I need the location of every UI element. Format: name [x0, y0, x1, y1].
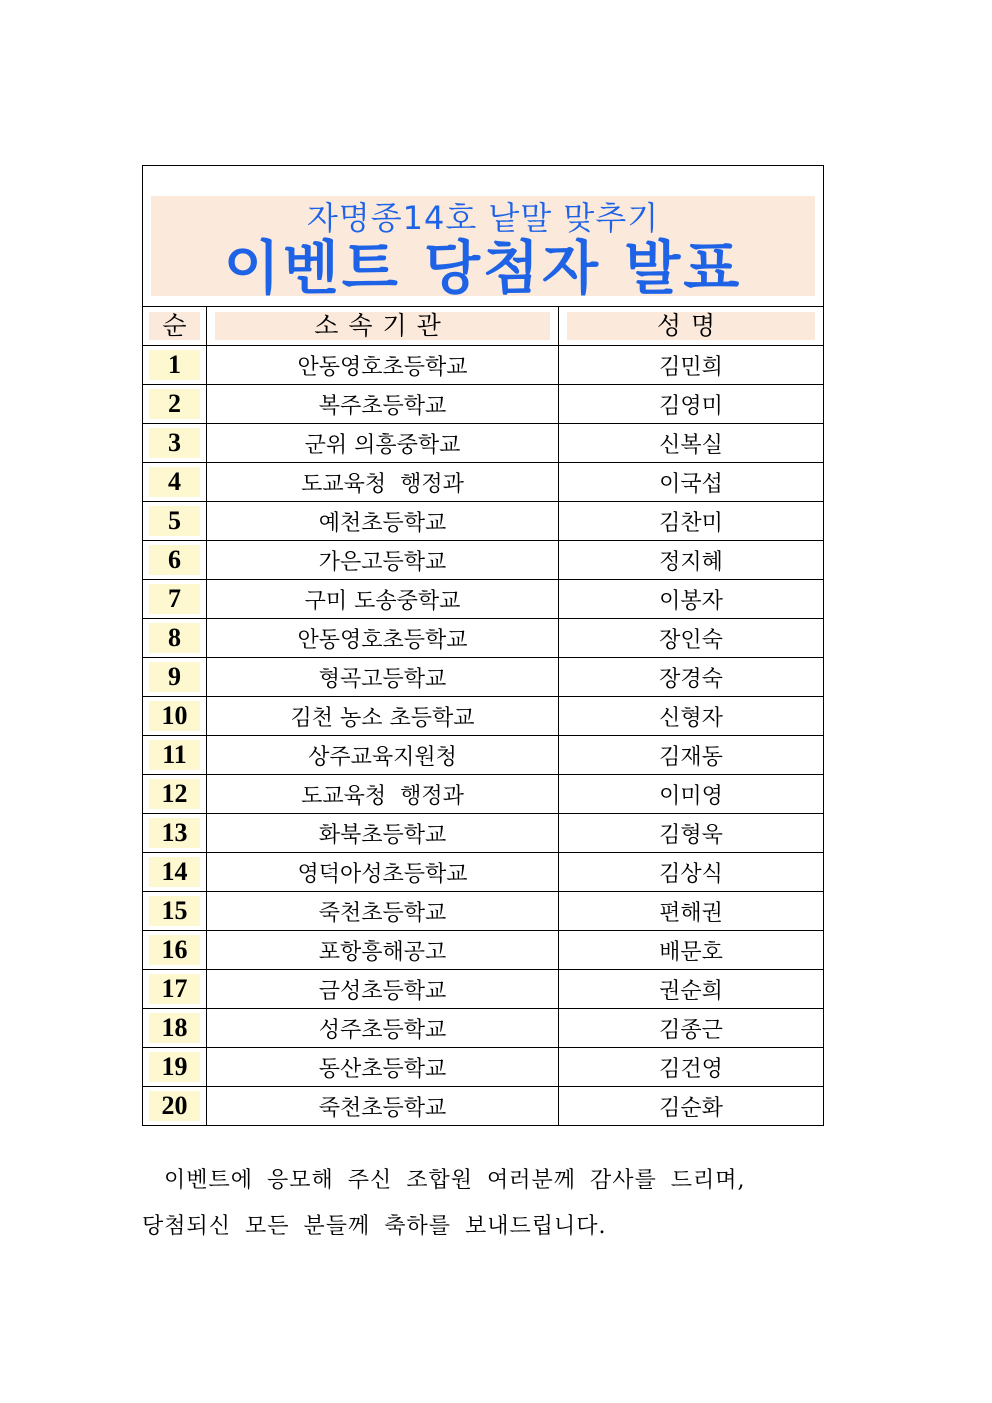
row-number: 1: [149, 350, 200, 380]
row-number: 5: [149, 506, 200, 536]
header-institution: 소속기관: [215, 312, 550, 340]
row-institution: 구미 도송중학교: [207, 580, 559, 619]
row-institution: 안동영호초등학교: [207, 346, 559, 385]
row-number: 17: [149, 974, 200, 1004]
row-number-cell: [143, 580, 207, 619]
title-subheading: 자명종14호 낱말 맞추기: [306, 199, 660, 237]
row-number: 15: [149, 896, 200, 926]
row-institution: 죽천초등학교: [207, 892, 559, 931]
table-row: [143, 463, 824, 502]
row-number: 9: [149, 662, 200, 692]
header-name: 성명: [567, 312, 815, 340]
row-number-cell: [143, 619, 207, 658]
header-seq: 순: [149, 312, 200, 340]
row-number-cell: [143, 892, 207, 931]
row-name: 권순희: [559, 970, 824, 1009]
table-row: [143, 1048, 824, 1087]
row-number: 8: [149, 623, 200, 653]
row-number-cell: [143, 541, 207, 580]
table-row: [143, 346, 824, 385]
table-row: [143, 424, 824, 463]
row-number: 10: [149, 701, 200, 731]
table-row: [143, 892, 824, 931]
row-number-cell: [143, 736, 207, 775]
row-number: 4: [149, 467, 200, 497]
row-institution: 성주초등학교: [207, 1009, 559, 1048]
row-name: 김건영: [559, 1048, 824, 1087]
row-institution: 김천 농소 초등학교: [207, 697, 559, 736]
row-number: 19: [149, 1052, 200, 1082]
table-row: [143, 541, 824, 580]
row-institution: 가은고등학교: [207, 541, 559, 580]
header-row: [143, 307, 824, 346]
row-number: 7: [149, 584, 200, 614]
row-number: 2: [149, 389, 200, 419]
row-name: 김상식: [559, 853, 824, 892]
row-number: 11: [149, 740, 200, 770]
row-name: 편해권: [559, 892, 824, 931]
row-name: 장인숙: [559, 619, 824, 658]
table-row: [143, 580, 824, 619]
table-row: [143, 931, 824, 970]
title-row: [143, 166, 824, 307]
row-name: 정지혜: [559, 541, 824, 580]
row-number-cell: [143, 385, 207, 424]
row-institution: 포항흥해공고: [207, 931, 559, 970]
row-number-cell: [143, 346, 207, 385]
row-number: 20: [149, 1091, 200, 1121]
row-number-cell: [143, 775, 207, 814]
row-number-cell: [143, 1009, 207, 1048]
table-row: [143, 658, 824, 697]
row-name: 신형자: [559, 697, 824, 736]
row-institution: 상주교육지원청: [207, 736, 559, 775]
row-name: 김찬미: [559, 502, 824, 541]
table-row: [143, 853, 824, 892]
row-number-cell: [143, 814, 207, 853]
row-name: 이미영: [559, 775, 824, 814]
row-name: 김형욱: [559, 814, 824, 853]
row-institution: 예천초등학교: [207, 502, 559, 541]
row-name: 장경숙: [559, 658, 824, 697]
row-name: 김민희: [559, 346, 824, 385]
row-number-cell: [143, 463, 207, 502]
title-heading: 이벤트 당첨자 발표: [223, 234, 743, 302]
closing-message: [142, 1158, 832, 1250]
row-number: 3: [149, 428, 200, 458]
row-institution: 도교육청 행정과: [207, 463, 559, 502]
row-number: 18: [149, 1013, 200, 1043]
row-name: 배문호: [559, 931, 824, 970]
row-number-cell: [143, 853, 207, 892]
table-row: [143, 502, 824, 541]
row-name: 김영미: [559, 385, 824, 424]
row-number: 12: [149, 779, 200, 809]
row-name: 김순화: [559, 1087, 824, 1126]
table-row: [143, 1009, 824, 1048]
header-institution-cell: [207, 307, 559, 346]
row-number-cell: [143, 970, 207, 1009]
row-number: 13: [149, 818, 200, 848]
row-institution: 군위 의흥중학교: [207, 424, 559, 463]
row-number-cell: [143, 502, 207, 541]
title-banner: [151, 196, 815, 302]
row-name: 김종근: [559, 1009, 824, 1048]
closing-line-1: 이벤트에 응모해 주신 조합원 여러분께 감사를 드리며,: [164, 1168, 746, 1193]
row-name: 신복실: [559, 424, 824, 463]
title-cell: [143, 166, 824, 307]
table-row: [143, 385, 824, 424]
row-name: 이국섭: [559, 463, 824, 502]
closing-line-2: 당첨되신 모든 분들께 축하를 보내드립니다.: [142, 1214, 607, 1239]
row-institution: 죽천초등학교: [207, 1087, 559, 1126]
row-institution: 형곡고등학교: [207, 658, 559, 697]
row-name: 김재동: [559, 736, 824, 775]
header-name-cell: [559, 307, 824, 346]
winners-table: [142, 165, 824, 1126]
row-name: 이봉자: [559, 580, 824, 619]
row-institution: 도교육청 행정과: [207, 775, 559, 814]
table-row: [143, 697, 824, 736]
row-number: 14: [149, 857, 200, 887]
row-number: 6: [149, 545, 200, 575]
table-row: [143, 814, 824, 853]
table-row: [143, 736, 824, 775]
row-institution: 영덕아성초등학교: [207, 853, 559, 892]
table-row: [143, 970, 824, 1009]
row-institution: 금성초등학교: [207, 970, 559, 1009]
row-number-cell: [143, 697, 207, 736]
row-number-cell: [143, 931, 207, 970]
row-number-cell: [143, 658, 207, 697]
row-institution: 동산초등학교: [207, 1048, 559, 1087]
row-number-cell: [143, 424, 207, 463]
table-row: [143, 1087, 824, 1126]
header-seq-cell: [143, 307, 207, 346]
row-institution: 복주초등학교: [207, 385, 559, 424]
row-number: 16: [149, 935, 200, 965]
table-row: [143, 619, 824, 658]
row-number-cell: [143, 1048, 207, 1087]
row-institution: 안동영호초등학교: [207, 619, 559, 658]
table-row: [143, 775, 824, 814]
row-number-cell: [143, 1087, 207, 1126]
row-institution: 화북초등학교: [207, 814, 559, 853]
